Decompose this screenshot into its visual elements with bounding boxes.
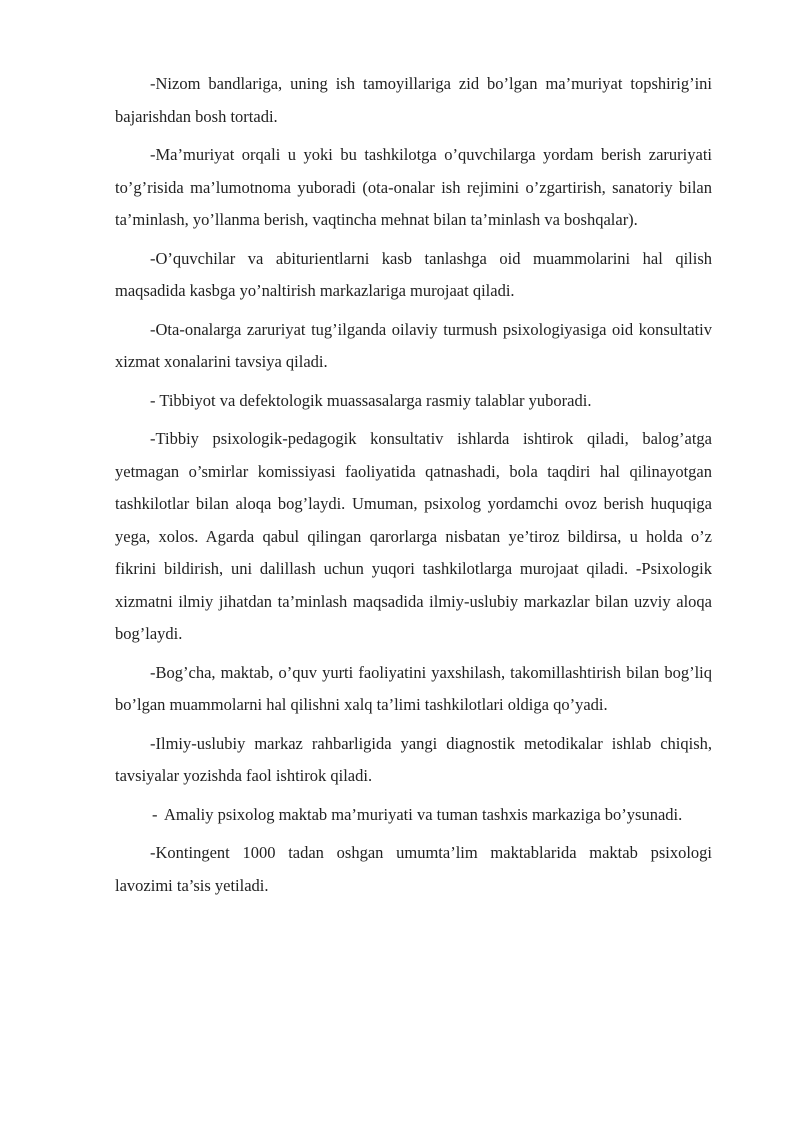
paragraph-3: -O’quvchilar va abiturientlarni kasb tanlashga oid muammolarini hal qilish maqsadida kasbga yo’naltirish markazlariga murojaat qiladi. — [115, 248, 712, 300]
paragraph-4: -Ota-onalarga zaruriyat tug’ilganda oilaviy turmush psixologiyasiga oid konsultativ xizmat xonalarini tavsiya qiladi. — [115, 319, 712, 371]
paragraph-2: -Ma’muriyat orqali u yoki bu tashkilotga o’quvchilarga yordam berish zaruriyati to’g’risida ma’lumotnoma yuboradi (ota-onalar ish rejimini o’zgartirish, sanatoriy bilan ta’minlash, yo’llanma berish, vaqtincha mehnat bilan ta’minlash va boshqalar). — [115, 145, 712, 229]
paragraph-last: -Kontingent 1000 tadan oshgan umumta’lim maktablarida maktab psixologi lavozimi ta’sis yetiladi. — [115, 843, 712, 895]
paragraph-1: -Nizom bandlariga, uning ish tamoyillariga zid bo’lgan ma’muriyat topshirig’ini bajarishdan bosh tortadi. — [115, 74, 712, 126]
document-page — [115, 68, 712, 908]
paragraph-8: -Ilmiy-uslubiy markaz rahbarligida yangi diagnostik metodikalar ishlab chiqish, tavsiyalar yozishda faol ishtirok qiladi. — [115, 733, 712, 785]
list-dash: - — [152, 804, 158, 824]
list-item — [115, 799, 712, 832]
paragraph-6: -Tibbiy psixologik-pedagogik konsultativ ishlarda ishtirok qiladi, balog’atga yetmagan o’smirlar komissiyasi faoliyatida qatnashadi, bola taqdiri hal qilinayotgan tashkilotlar bilan aloqa bog’laydi. Umuman, psixolog yordamchi ovoz berish huquqiga yega, xolos. Agarda qabul qilingan qarorlarga nisbatan ye’tiroz bildirsa, u holda o’z fikrini bildirish, uni dalillash uchun yuqori tashkilotlarga murojaat qiladi. -Psixologik xizmatni ilmiy jihatdan ta’minlash maqsadida ilmiy-uslubiy markazlar bilan uzviy aloqa bog’laydi. — [115, 429, 712, 643]
list-item-text: Amaliy psixolog maktab ma’muriyati va tuman tashxis markaziga bo’ysunadi. — [164, 804, 683, 824]
paragraph-7: -Bog’cha, maktab, o’quv yurti faoliyatini yaxshilash, takomillashtirish bilan bog’liq bo’lgan muammolarni hal qilishni xalq ta’limi tashkilotlari oldiga qo’yadi. — [115, 662, 712, 714]
paragraph-5: - Tibbiyot va defektologik muassasalarga rasmiy talablar yuboradi. — [150, 390, 592, 410]
